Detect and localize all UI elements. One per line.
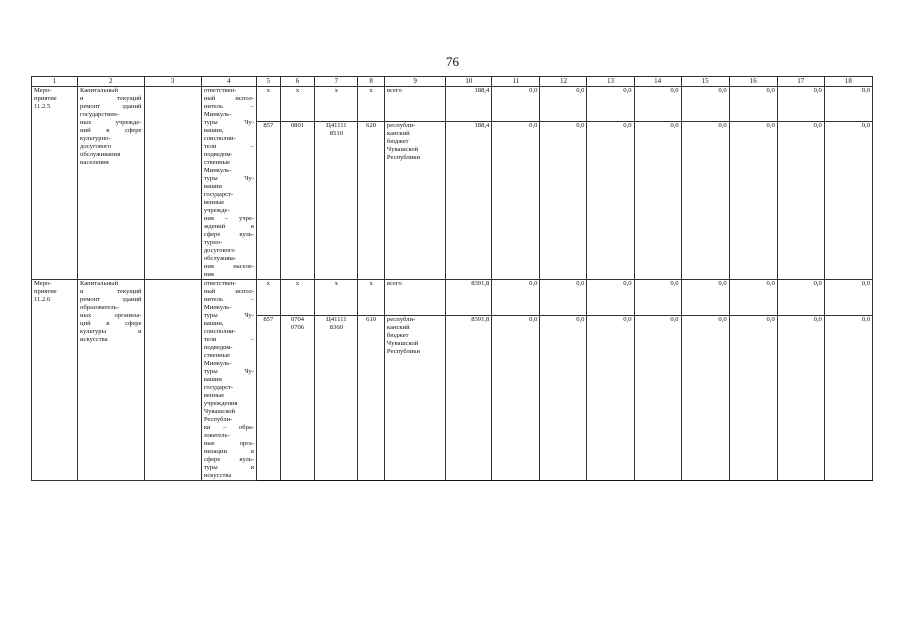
cell-line: бюджет — [386, 137, 409, 145]
cell-line: туры и — [203, 464, 255, 471]
cell-line: ремонт зданий — [80, 296, 142, 303]
cell-line: подведом- — [203, 151, 233, 158]
cell-line: Ц41111 — [326, 316, 347, 324]
cell-line: досугового — [203, 247, 235, 254]
cell-line: государст- — [203, 191, 234, 198]
cell-line: Республи- — [203, 416, 233, 423]
cell-line: ний в сфере — [80, 127, 142, 134]
cell-line: всего — [386, 87, 402, 94]
col-header: 5 — [257, 77, 281, 87]
page-number: 76 — [446, 54, 459, 69]
cell-line: досугового — [80, 143, 112, 150]
cell-line: Республики — [386, 153, 420, 161]
year-value: 0,0 — [681, 280, 729, 316]
grbs-code: x — [257, 87, 281, 122]
cell-line: тели – — [203, 336, 255, 343]
grbs-code: 857 — [257, 121, 281, 279]
empty-cell — [144, 280, 201, 481]
cell-line: Минкуль- — [203, 111, 232, 118]
executor-cell — [201, 280, 256, 481]
section-code — [280, 316, 315, 481]
year-value: 0,0 — [824, 280, 872, 316]
section-code — [280, 121, 315, 279]
cell-line: x — [334, 280, 338, 287]
cell-line: 0801 — [290, 121, 305, 129]
cell-line: вашии, — [203, 320, 224, 327]
cell-line: республи- — [386, 121, 416, 129]
cell-line: сфере куль- — [203, 231, 255, 238]
cell-line: ки – обра- — [203, 424, 255, 431]
target-article-code — [315, 280, 358, 316]
funding-source — [384, 87, 445, 122]
cell-line: учреждения — [203, 400, 238, 407]
year-value: 0,0 — [729, 280, 777, 316]
section-code — [280, 87, 315, 122]
year-value: 0,0 — [492, 121, 540, 279]
cell-line: Республики — [386, 348, 420, 356]
year-value: 0,0 — [729, 87, 777, 122]
cell-line: ждений в — [203, 223, 255, 230]
cell-line: и текущий — [80, 95, 142, 102]
year-value: 0,0 — [729, 121, 777, 279]
year-value: 0,0 — [681, 121, 729, 279]
cell-line: канский — [386, 324, 410, 332]
col-header: 18 — [824, 77, 872, 87]
target-article-code — [315, 87, 358, 122]
cell-line: соисполни- — [203, 135, 236, 142]
cell-line: Меро- — [34, 87, 52, 94]
year-value: 0,0 — [777, 280, 824, 316]
target-article-code — [315, 121, 358, 279]
cell-line: Минкуль- — [203, 304, 232, 311]
section-code — [280, 280, 315, 316]
cell-line: ния — [203, 271, 214, 278]
cell-line: 8360 — [329, 324, 343, 332]
year-value: 0,0 — [824, 121, 872, 279]
cell-line: государст- — [203, 384, 234, 391]
cell-line: ный испол- — [203, 288, 255, 295]
col-header: 14 — [634, 77, 681, 87]
cell-line: искусства — [203, 472, 232, 479]
year-value: 0,0 — [634, 121, 681, 279]
cell-line: вашии — [203, 376, 222, 383]
cell-line: обслуживания — [80, 151, 121, 158]
cell-line: приятие — [34, 95, 57, 102]
year-value: 0,0 — [777, 121, 824, 279]
col-header: 17 — [777, 77, 824, 87]
cell-line: ответствен- — [203, 87, 237, 94]
cell-line: нитель – — [203, 296, 255, 303]
table-row — [32, 87, 873, 122]
cell-line: венные — [203, 392, 225, 399]
funding-source — [384, 121, 445, 279]
cell-line: x — [334, 87, 338, 94]
cell-line: 0704 — [290, 316, 305, 324]
cell-line: учрежде- — [203, 207, 230, 214]
cell-line: ные орга- — [203, 440, 255, 447]
cell-line: ния – учре- — [203, 215, 255, 222]
cell-line: 11.2.5 — [34, 103, 51, 110]
cell-line: искусства — [80, 336, 108, 343]
cell-line: ных учрежде- — [80, 119, 142, 126]
year-value: 0,0 — [634, 280, 681, 316]
year-value: 188,4 — [446, 121, 492, 279]
cell-line: республи- — [386, 316, 416, 324]
cell-line: Чувашской — [386, 145, 419, 153]
year-value: 0,0 — [587, 87, 634, 122]
cell-line: Минкуль- — [203, 167, 232, 174]
measure-name — [78, 87, 145, 280]
cell-line: ственные — [203, 352, 231, 359]
year-value: 8391,8 — [446, 316, 492, 481]
cell-line: всего — [386, 280, 402, 287]
cell-line: вашии, — [203, 127, 224, 134]
cell-line: ответствен- — [203, 280, 237, 287]
cell-line: ций в сфере — [80, 320, 142, 327]
cell-line: туры Чу- — [203, 368, 255, 375]
cell-line: туры Чу- — [203, 119, 255, 126]
empty-cell — [144, 87, 201, 280]
year-value: 0,0 — [587, 280, 634, 316]
year-value: 0,0 — [540, 280, 587, 316]
cell-line: ных организа- — [80, 312, 142, 319]
cell-line: x — [295, 87, 300, 94]
grbs-code: 857 — [257, 316, 281, 481]
col-header: 9 — [384, 77, 445, 87]
cell-line: туры Чу- — [203, 312, 255, 319]
cell-line: и текущий — [80, 288, 142, 295]
col-header: 15 — [681, 77, 729, 87]
cell-line: низации в — [203, 448, 255, 455]
cell-line: Меро- — [34, 280, 52, 287]
year-value: 0,0 — [540, 121, 587, 279]
cell-line: бюджет — [386, 332, 409, 340]
cell-line: Чувашской — [386, 340, 419, 348]
year-value: 0,0 — [729, 316, 777, 481]
cell-line: приятие — [34, 288, 57, 295]
cell-line: ремонт зданий — [80, 103, 142, 110]
target-article-code — [315, 316, 358, 481]
cell-line: культуры и — [80, 328, 142, 335]
cell-line: соисполни- — [203, 328, 236, 335]
year-value: 0,0 — [777, 87, 824, 122]
year-value: 0,0 — [492, 87, 540, 122]
cell-line: культурно- — [80, 135, 111, 142]
cell-line: зователь- — [203, 432, 230, 439]
col-header: 8 — [358, 77, 385, 87]
measure-number — [32, 280, 78, 481]
year-value: 0,0 — [681, 316, 729, 481]
cell-line: Чувашской — [203, 408, 236, 415]
year-value: 0,0 — [824, 316, 872, 481]
cell-line: сфере куль- — [203, 456, 255, 463]
col-header: 13 — [587, 77, 634, 87]
year-value: 0,0 — [681, 87, 729, 122]
funding-source — [384, 280, 445, 316]
year-value: 0,0 — [540, 87, 587, 122]
column-number-row — [32, 77, 873, 87]
col-header: 4 — [201, 77, 256, 87]
col-header: 6 — [280, 77, 315, 87]
cell-line: турно- — [203, 239, 223, 246]
year-value: 0,0 — [492, 316, 540, 481]
cell-line: канский — [386, 129, 410, 137]
col-header: 10 — [446, 77, 492, 87]
cell-line: Капитальный — [80, 280, 118, 287]
measure-name — [78, 280, 145, 481]
col-header: 11 — [492, 77, 540, 87]
year-value: 0,0 — [634, 87, 681, 122]
col-header: 2 — [78, 77, 145, 87]
cell-line: x — [295, 280, 300, 287]
year-value: 0,0 — [540, 316, 587, 481]
cell-line: ственные — [203, 159, 231, 166]
cell-line: 0706 — [290, 324, 305, 332]
expense-type-code: 610 — [358, 316, 385, 481]
table-body — [32, 87, 873, 481]
table-row — [32, 280, 873, 316]
year-value: 8391,8 — [446, 280, 492, 316]
col-header: 16 — [729, 77, 777, 87]
expense-type-code: x — [358, 280, 385, 316]
col-header: 3 — [144, 77, 201, 87]
year-value: 0,0 — [492, 280, 540, 316]
cell-line: государствен- — [80, 111, 119, 118]
year-value: 0,0 — [587, 121, 634, 279]
cell-line: Минкуль- — [203, 360, 232, 367]
col-header: 7 — [315, 77, 358, 87]
budget-table — [31, 76, 873, 481]
cell-line: образователь- — [80, 304, 119, 311]
cell-line: нитель – — [203, 103, 255, 110]
col-header: 1 — [32, 77, 78, 87]
cell-line: Ц41111 — [326, 121, 347, 129]
measure-number — [32, 87, 78, 280]
cell-line: вашии — [203, 183, 222, 190]
cell-line: подведом- — [203, 344, 233, 351]
cell-line: венные — [203, 199, 225, 206]
funding-source — [384, 316, 445, 481]
grbs-code: x — [257, 280, 281, 316]
year-value: 0,0 — [634, 316, 681, 481]
col-header: 12 — [540, 77, 587, 87]
expense-type-code: 620 — [358, 121, 385, 279]
cell-line: ный испол- — [203, 95, 255, 102]
year-value: 0,0 — [824, 87, 872, 122]
year-value: 188,4 — [446, 87, 492, 122]
cell-line: 11.2.6 — [34, 296, 51, 303]
cell-line: туры Чу- — [203, 175, 255, 182]
cell-line: тели – — [203, 143, 255, 150]
year-value: 0,0 — [587, 316, 634, 481]
cell-line: населения — [80, 159, 109, 166]
expense-type-code: x — [358, 87, 385, 122]
cell-line: обслужива- — [203, 255, 237, 262]
cell-line: 8510 — [329, 129, 343, 137]
cell-line: Капитальный — [80, 87, 118, 94]
executor-cell — [201, 87, 256, 280]
cell-line: ния населе- — [203, 263, 255, 270]
year-value: 0,0 — [777, 316, 824, 481]
